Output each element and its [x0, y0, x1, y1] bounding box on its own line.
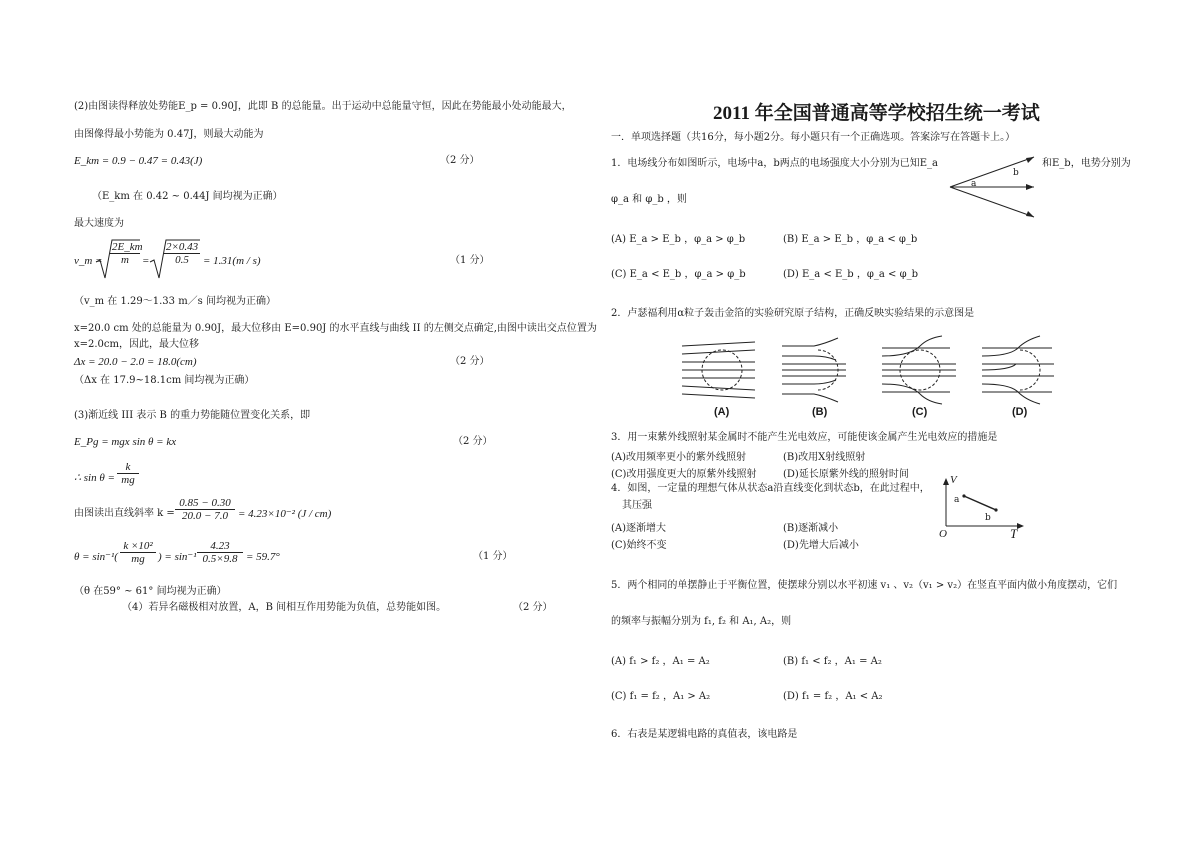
q4-option-b: (B)逐渐减小 — [783, 523, 839, 534]
vm-num2: 2×0.43 — [166, 241, 199, 253]
point-b-label: b — [1013, 168, 1019, 178]
q5-option-c: (C) f₁ = f₂ ，A₁ > A₂ — [611, 691, 711, 702]
score-mark: （1 分） — [450, 255, 490, 266]
origin-label: O — [939, 528, 947, 540]
part3-line: (3)渐近线 III 表示 B 的重力势能随位置变化关系，即 — [74, 410, 311, 421]
score-mark: （2 分） — [513, 602, 553, 613]
state-a-label: a — [954, 495, 960, 505]
part4-line: （4）若异名磁极相对放置，A，B 间相互作用势能为负值，总势能如图。 — [122, 602, 447, 613]
max-speed-label: 最大速度为 — [74, 218, 124, 229]
q4-option-a: (A)逐渐增大 — [611, 523, 667, 534]
diagram-label-a: (A) — [714, 406, 730, 418]
q1-option-a: (A) E_a > E_b ，φ_a > φ_b — [611, 234, 746, 245]
alpha-scattering-diagrams — [680, 334, 1060, 406]
theta-fraction-1 — [120, 540, 156, 565]
theta-result: = 59.7° — [246, 551, 280, 563]
theta-den2: 0.5×9.8 — [202, 553, 238, 565]
theta-fraction-2 — [197, 540, 243, 565]
sin-lhs: ∴ sin θ = — [74, 472, 115, 484]
q4-text: 4．如图，一定量的理想气体从状态a沿直线变化到状态b，在此过程中， — [611, 483, 930, 494]
score-mark: （1 分） — [473, 551, 513, 562]
q4-text2: 其压强 — [622, 500, 652, 511]
slope-fraction — [175, 497, 235, 522]
q4-option-d: (D)先增大后减小 — [783, 540, 859, 551]
part2-line1: (2)由图读得释放处势能E_p = 0.90J，此即 B 的总能量。出于运动中总能量守恒，因此在势能最小处动能最大， — [74, 101, 572, 112]
score-mark: （2 分） — [450, 356, 490, 367]
x20-line1: x=20.0 cm 处的总能量为 0.90J，最大位移由 E=0.90J 的水平直线与曲线 II 的左侧交点确定,由图中读出交点位置为 — [74, 323, 597, 334]
diagram-c — [882, 336, 956, 404]
q2-text: 2．卢瑟福利用α粒子轰击金箔的实验研究原子结构，正确反映实验结果的示意图是 — [611, 308, 975, 319]
point-a-label: a — [971, 179, 977, 189]
equals-sign: = — [142, 255, 150, 267]
diagram-label-b: (B) — [812, 406, 828, 418]
diagram-d — [982, 336, 1054, 404]
sin-num: k — [117, 461, 139, 474]
q5-option-b: (B) f₁ < f₂ ，A₁ = A₂ — [783, 656, 882, 667]
dx-range-note: （Δx 在 17.9~18.1cm 间均视为正确） — [74, 375, 255, 386]
dx-equation: Δx = 20.0 − 2.0 = 18.0(cm) — [74, 356, 197, 368]
sin-den: mg — [121, 474, 135, 486]
vm-den1: m — [121, 254, 129, 266]
q1-option-d: (D) E_a < E_b ，φ_a < φ_b — [783, 269, 918, 280]
sin-fraction — [117, 461, 139, 486]
theta-mid: ) = sin⁻¹ — [158, 551, 197, 563]
vm-den2: 0.5 — [175, 254, 189, 266]
ekm-equation: E_km = 0.9 − 0.47 = 0.43(J) — [74, 155, 203, 167]
q1-line2: φ_a 和 φ_b ，则 — [611, 194, 687, 205]
q1-text: 1．电场线分布如图昕示，电场中a，b两点的电场强度大小分别为已知E_a — [611, 158, 938, 169]
q1-text-tail: 和E_b，电势分别为 — [1042, 158, 1131, 169]
q3-option-c: (C)改用强度更大的原紫外线照射 — [611, 469, 757, 480]
vm-range-note: （v_m 在 1.29～1.33 m／s 间均视为正确） — [74, 296, 276, 307]
theta-num2: 4.23 — [197, 540, 243, 553]
diagram-label-c: (C) — [912, 406, 928, 418]
slope-result: = 4.23×10⁻² (J / cm) — [238, 508, 332, 520]
vm-fraction-1 — [110, 241, 143, 266]
theta-lhs: θ = sin⁻¹( — [74, 551, 118, 563]
theta-den1: mg — [131, 553, 145, 565]
q3-option-d: (D)延长原紫外线的照射时间 — [783, 469, 909, 480]
theta-range-note: （θ 在59° ~ 61° 间均视为正确） — [74, 586, 227, 597]
q5-text2: 的频率与振幅分别为 f₁, f₂ 和 A₁, A₂，则 — [611, 616, 792, 627]
section-heading: 一．单项选择题（共16分，每小题2分。每小题只有一个正确选项。答案涂写在答题卡上。） — [611, 132, 1016, 143]
q5-option-a: (A) f₁ > f₂ ，A₁ = A₂ — [611, 656, 710, 667]
q3-option-a: (A)改用频率更小的紫外线照射 — [611, 452, 747, 463]
part2-line2: 由图像得最小势能为 0.47J，则最大动能为 — [74, 129, 264, 140]
diagram-b — [782, 338, 846, 402]
q3-text: 3．用一束紫外线照射某金属时不能产生光电效应，可能使该金属产生光电效应的措施是 — [611, 432, 998, 443]
axis-v-label: V — [950, 474, 957, 486]
q3-option-b: (B)改用X射线照射 — [783, 452, 866, 463]
vm-lhs: v_m = — [74, 255, 103, 267]
diagram-a — [682, 342, 755, 398]
vm-fraction-2 — [164, 241, 200, 266]
state-b-label: b — [985, 513, 991, 523]
exam-title: 2011 年全国普通高等学校招生统一考试 — [713, 103, 1040, 124]
theta-num1: k ×10² — [120, 540, 156, 553]
slope-num: 0.85 − 0.30 — [175, 497, 235, 510]
x20-line2: x=2.0cm，因此，最大位移 — [74, 339, 200, 350]
vm-result: = 1.31(m / s) — [203, 255, 261, 267]
score-mark: （2 分） — [440, 155, 480, 166]
q1-option-b: (B) E_a > E_b ，φ_a < φ_b — [783, 234, 918, 245]
q1-option-c: (C) E_a < E_b ，φ_a > φ_b — [611, 269, 746, 280]
q4-option-c: (C)始终不变 — [611, 540, 667, 551]
q5-option-d: (D) f₁ = f₂ ，A₁ < A₂ — [783, 691, 883, 702]
q6-text: 6．右表是某逻辑电路的真值表，该电路是 — [611, 729, 798, 740]
score-mark: （2 分） — [453, 436, 493, 447]
slope-den: 20.0 − 7.0 — [182, 510, 228, 522]
diagram-label-d: (D) — [1012, 406, 1028, 418]
vm-num1: 2E_km — [112, 241, 143, 253]
epg-equation: E_Pg = mgx sin θ = kx — [74, 436, 177, 448]
ekm-range-note: （E_km 在 0.42 ~ 0.44J 间均视为正确） — [92, 191, 283, 202]
electric-field-lines-figure — [950, 154, 1034, 220]
axis-t-label: T — [1010, 526, 1018, 541]
q5-text: 5．两个相同的单摆静止于平衡位置，使摆球分别以水平初速 v₁ 、v₂（v₁ > v₂）在竖直平面内做小角度摆动，它们 — [611, 580, 1118, 591]
slope-label: 由图读出直线斜率 k = — [74, 508, 175, 519]
